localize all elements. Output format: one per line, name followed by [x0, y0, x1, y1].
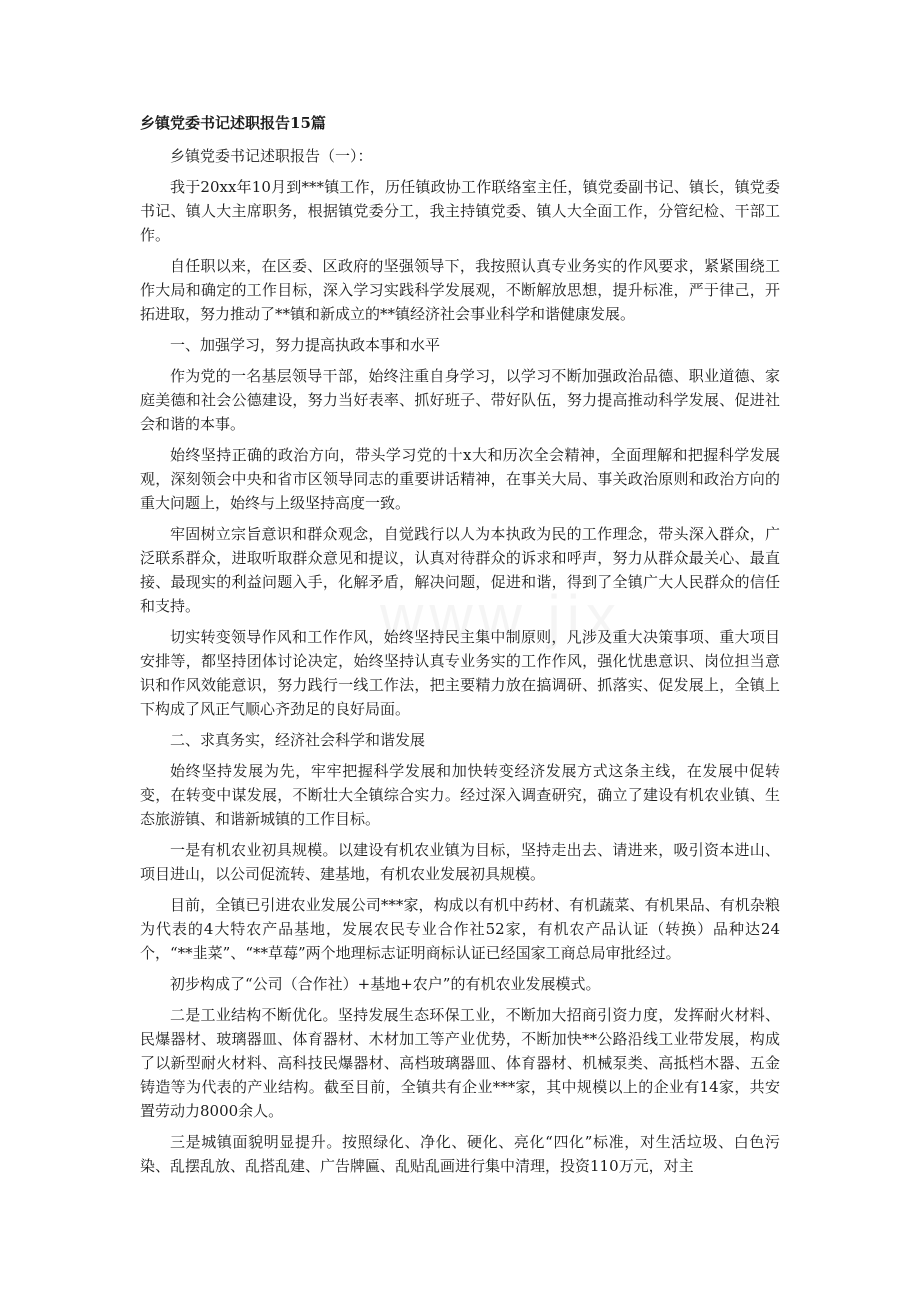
- paragraph: 三是城镇面貌明显提升。按照绿化、净化、硬化、亮化“四化”标准，对生活垃圾、白色污染、乱摆乱放、乱搭乱建、广告牌匾、乱贴乱画进行集中清理，投资110万元，对主: [140, 1133, 780, 1175]
- paragraph: 始终坚持正确的政治方向，带头学习党的十x大和历次全会精神，全面理解和把握科学发展观，深刻领会中央和省市区领导同志的重要讲话精神，在事关大局、事关政治原则和政治方向的重大问题上，始终与上级坚持高度一致。: [140, 446, 780, 512]
- section-heading: 二、求真务实，经济社会科学和谐发展: [170, 731, 426, 749]
- paragraph: 始终坚持发展为先，牢牢把握科学发展和加快转变经济发展方式这条主线，在发展中促转变，在转变中谋发展，不断壮大全镇综合实力。经过深入调查研究，确立了建设有机农业镇、生态旅游镇、和谐新城镇的工作目标。: [140, 762, 780, 828]
- paragraph: 自任职以来，在区委、区政府的坚强领导下，我按照认真专业务实的作风要求，紧紧围绕工作大局和确定的工作目标，深入学习实践科学发展观，不断解放思想，提升标准，严于律己，开拓进取，努力推动了**镇和新成立的**镇经济社会事业科学和谐健康发展。: [140, 257, 780, 323]
- paragraph: 作为党的一名基层领导干部，始终注重自身学习，以学习不断加强政治品德、职业道德、家庭美德和社会公德建设，努力当好表率、抓好班子、带好队伍，努力提高推动科学发展、促进社会和谐的本事。: [140, 367, 780, 433]
- paragraph: 我于20xx年10月到***镇工作，历任镇政协工作联络室主任，镇党委副书记、镇长，镇党委书记、镇人大主席职务，根据镇党委分工，我主持镇党委、镇人大全面工作，分管纪检、干部工作。: [140, 178, 780, 244]
- paragraph: 二是工业结构不断优化。坚持发展生态环保工业，不断加大招商引资力度，发挥耐火材料、民爆器材、玻璃器皿、体育器材、木材加工等产业优势，不断加快**公路沿线工业带发展，构成了以新型耐火材料、高科技民爆器材、高档玻璃器皿、体育器材、机械泵类、高抵档木器、五金铸造等为代表的产业结构。截至目前，全镇共有企业***家，其中规模以上的企业有14家，共安置劳动力8000余人。: [140, 1006, 780, 1120]
- document-title: 乡镇党委书记述职报告15篇: [140, 114, 326, 132]
- report-subtitle: 乡镇党委书记述职报告（一）：: [170, 147, 373, 165]
- paragraph: 初步构成了“公司（合作社）+基地+农户”的有机农业发展模式。: [170, 975, 601, 993]
- paragraph: 切实转变领导作风和工作作风，始终坚持民主集中制原则，凡涉及重大决策事项、重大项目安排等，都坚持团体讨论决定，始终坚持认真专业务实的工作作风，强化忧患意识、岗位担当意识和作风效能意识，努力践行一线工作法，把主要精力放在搞调研、抓落实、促发展上，全镇上下构成了风正气顺心齐劲足的良好局面。: [140, 628, 780, 718]
- paragraph: 一是有机农业初具规模。以建设有机农业镇为目标，坚持走出去、请进来，吸引资本进山、项目进山，以公司促流转、建基地，有机农业发展初具规模。: [140, 841, 780, 883]
- section-heading: 一、加强学习，努力提高执政本事和水平: [170, 336, 441, 354]
- document-body: [140, 144, 780, 1185]
- paragraph: 目前，全镇已引进农业发展公司***家，构成以有机中药材、有机蔬菜、有机果品、有机杂粮为代表的4大特农产品基地，发展农民专业合作社52家，有机农产品认证（转换）品种达24个，“**韭菜”、“**草莓”两个地理标志证明商标认证已经国家工商总局审批经过。: [140, 896, 780, 962]
- paragraph: 牢固树立宗旨意识和群众观念，自觉践行以人为本执政为民的工作理念，带头深入群众，广泛联系群众，进取听取群众意见和提议，认真对待群众的诉求和呼声，努力从群众最关心、最直接、最现实的利益问题入手，化解矛盾，解决问题，促进和谐，得到了全镇广大人民群众的信任和支持。: [140, 525, 780, 615]
